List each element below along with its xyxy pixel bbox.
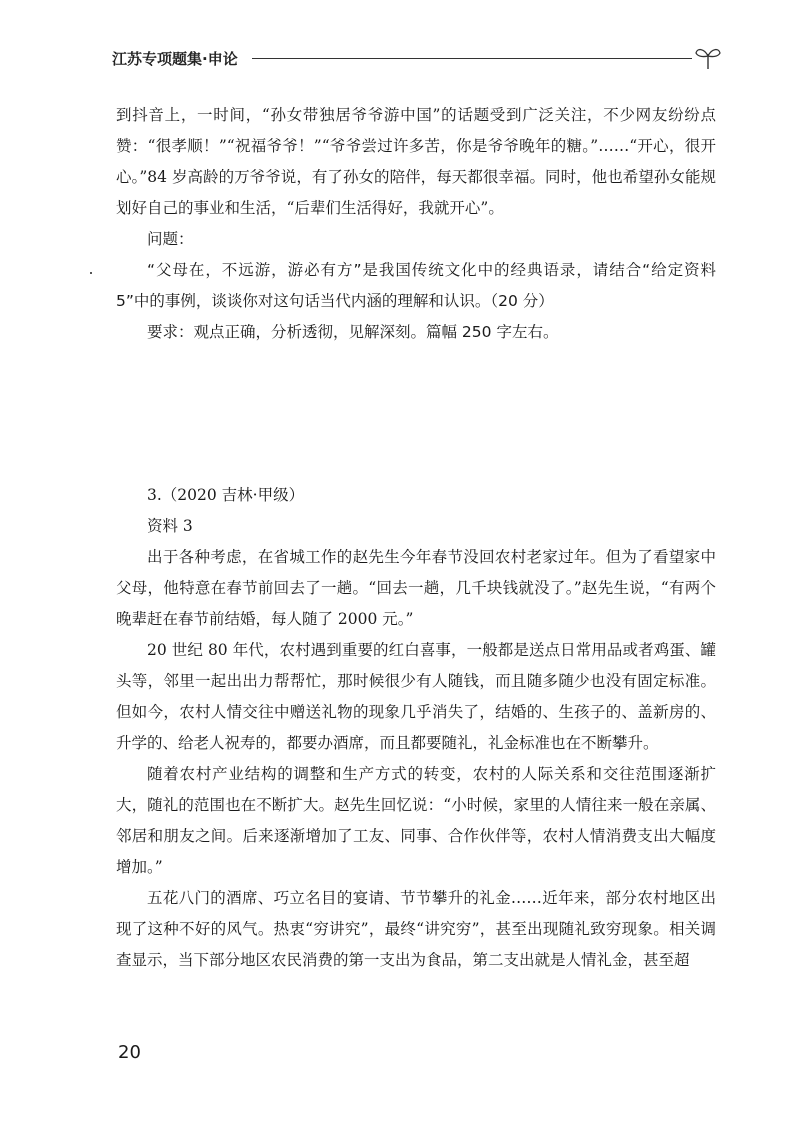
material-paragraph: 20 世纪 80 年代，农村遇到重要的红白喜事，一般都是送点日常用品或者鸡蛋、罐头等，邻里一起出出力帮帮忙，那时候很少有人随钱，而且随多随少也没有固定标准。但如今，农村人情交往中赠送礼物的现象几乎消失了，结婚的、生孩子的、盖新房的、升学的、给老人祝寿的，都要办酒席，而且都要随礼，礼金标准也在不断攀升。	[116, 641, 716, 752]
question-text: “父母在，不远游，游必有方”是我国传统文化中的经典语录，请结合“给定资料 5”中的事例，谈谈你对这句话当代内涵的理解和认识。（20 分）	[116, 261, 716, 310]
question-heading: 3.（2020 吉林·甲级）	[147, 486, 305, 504]
material-paragraph: 五花八门的酒席、巧立名目的宴请、节节攀升的礼金……近年来，部分农村地区出现了这种不好的风气。热衷“穷讲究”，最终“讲究穷”，甚至出现随礼致穷现象。相关调查显示，当下部分地区农民消费的第一支出为食品，第二支出就是人情礼金，甚至超	[116, 889, 716, 969]
header-rule	[252, 58, 692, 59]
material-paragraph: 随着农村产业结构的调整和生产方式的转变，农村的人际关系和交往范围逐渐扩大，随礼的范围也在不断扩大。赵先生回忆说：“小时候，家里的人情往来一般在亲属、邻居和朋友之间。后来逐渐增加了工友、同事、合作伙伴等，农村人情消费支出大幅度增加。”	[116, 765, 716, 876]
header-title: 江苏专项题集·申论	[112, 50, 238, 68]
sprout-icon	[694, 44, 722, 70]
page-body	[116, 100, 716, 976]
scan-artifact	[90, 272, 92, 274]
blank-answer-space	[116, 348, 716, 480]
material-paragraph: 到抖音上，一时间，“孙女带独居爷爷游中国”的话题受到广泛关注，不少网友纷纷点赞：“很孝顺！”“祝福爷爷！”“爷爷尝过许多苦，你是爷爷晚年的糖。”……“开心，很开心。”84 岁高龄的万爷爷说，有了孙女的陪伴，每天都很幸福。同时，他也希望孙女能规划好自己的事业和生活，“后辈们生活得好，我就开心”。	[116, 106, 716, 217]
running-header	[112, 44, 722, 74]
question-label: 问题：	[147, 230, 194, 248]
material-label: 资料 3	[147, 517, 193, 535]
material-paragraph: 出于各种考虑，在省城工作的赵先生今年春节没回农村老家过年。但为了看望家中父母，他特意在春节前回去了一趟。“回去一趟，几千块钱就没了。”赵先生说，“有两个晚辈赶在春节前结婚，每人随了 2000 元。”	[116, 548, 716, 628]
page-number: 20	[118, 1042, 141, 1063]
requirement-text: 要求：观点正确，分析透彻，见解深刻。篇幅 250 字左右。	[147, 323, 559, 341]
